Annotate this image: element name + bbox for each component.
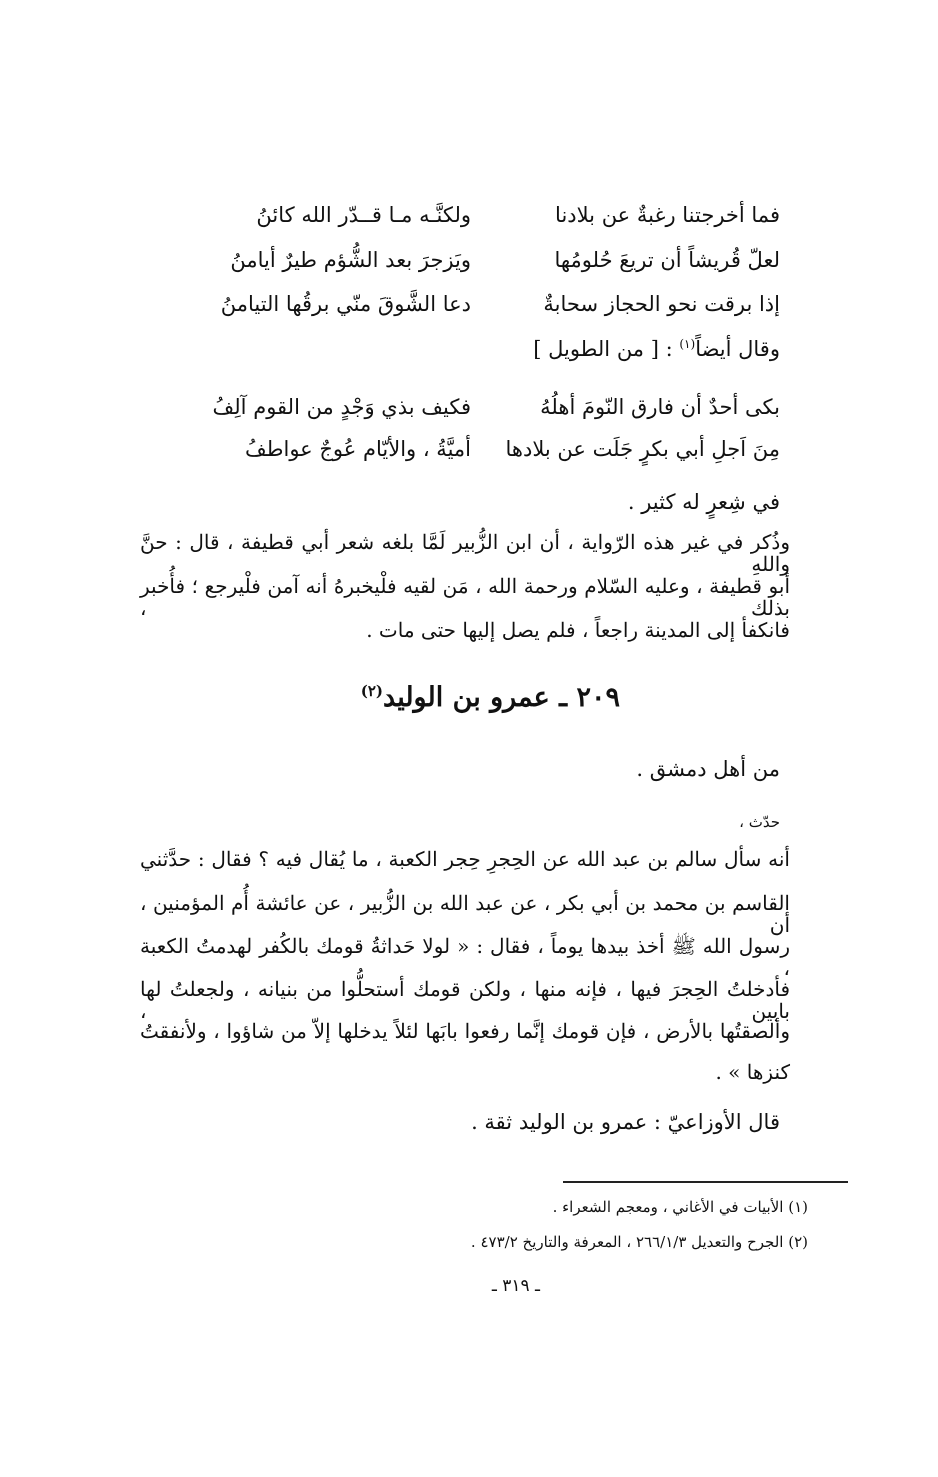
- hadith-line1: أنه سأل سالم بن عبد الله عن الحِجرِ حِجر الكعبة ، ما يُقال فيه ؟ فقال : حدَّثني: [140, 847, 790, 871]
- footnote-2: (٢) الجرح والتعديل ٢٦٦/١/٣ ، المعرفة والتاريخ ٤٧٣/٢ .: [470, 1233, 808, 1251]
- hadith-line5: وألصقتُها بالأرض ، فإن قومك إنَّما رفعوا بابَها لئلاً يدخلها إلاّ من شاؤوا ، ولأنفقتُ: [140, 1019, 790, 1043]
- poem1-line1-right: فما أخرجتنا رغبةٌ عن بلادنا: [555, 203, 780, 227]
- poem1-line2-right: لعلّ قُريشاً أن تريعَ حُلومُها: [554, 248, 780, 272]
- closing-line: قال الأوزاعيّ : عمرو بن الوليد ثقة .: [471, 1110, 780, 1134]
- poem2-line2-right: مِنَ اَجلِ أبي بكرٍ جَلَت عن بلادها: [505, 437, 780, 461]
- page-number: ـ ٣١٩ ـ: [491, 1276, 540, 1296]
- para1-line2: وذُكر في غير هذه الرّواية ، أن ابن الزُّبير لَمَّا بلغه شعر أبي قطيفة ، قال : حنَّ واللهِ: [140, 530, 791, 576]
- narration-intro: حدّث ،: [739, 813, 780, 831]
- para1-line3: أبو قطيفة ، وعليه السّلام ورحمة الله ، مَن لقيه فلْيخبرهُ أنه آمن فلْيرجع ؛ فأُخبر بذلك ،: [140, 574, 790, 620]
- hadith-line3: رسول الله ﷺ أخذ بيدها يوماً ، فقال : « لولا حَداثةُ قومك بالكُفر لهدمتُ الكعبة ،: [140, 934, 790, 980]
- poem1-line3-right: إذا برقت نحو الحجاز سحابةٌ: [543, 292, 780, 316]
- footnote-1: (١) الأبيات في الأغاني ، ومعجم الشعراء .: [552, 1198, 808, 1216]
- poem2-line1-right: بكى أحدٌ أن فارق النّومَ أهلُهُ: [540, 395, 780, 419]
- poem1-line1-left: ولكنَّـه مـا قــدّر الله كائنُ: [256, 203, 471, 227]
- poem2-meter: : [ من الطويل ]: [533, 337, 673, 361]
- origin-line: من أهل دمشق .: [636, 757, 780, 781]
- poem2-intro: [533, 337, 780, 361]
- section-heading: [361, 682, 620, 713]
- footnote-marker-2: (٢): [360, 682, 384, 700]
- hadith-line6: كنزها » .: [715, 1060, 790, 1084]
- poem1-line3-left: دعا الشَّوقَ منّي برقُها التيامنُ: [220, 292, 471, 316]
- para1-line4: فانكفأ إلى المدينة راجعاً ، فلم يصل إليها حتى مات .: [366, 618, 790, 642]
- footnote-marker-1: (١): [679, 337, 696, 351]
- footnote-divider: [563, 1181, 848, 1183]
- poem2-line2-left: أميَّةُ ، والأيّام عُوجٌ عواطفُ: [245, 437, 471, 461]
- poem2-line1-left: فكيف بذي وَجْدٍ من القوم آلِفُ: [212, 395, 471, 419]
- poem2-intro-text: وقال أيضاً: [695, 337, 780, 361]
- poem1-line2-left: ويَزجرَ بعد الشُّؤم طيرٌ أيامنُ: [230, 248, 471, 272]
- section-heading-text: ٢٠٩ ـ عمرو بن الوليد: [383, 682, 620, 713]
- hadith-line2: القاسم بن محمد بن أبي بكر ، عن عبد الله بن الزُّبير ، عن عائشة أُم المؤمنين ، أن: [140, 891, 790, 937]
- hadith-line4: فأدخلتُ الحِجرَ فيها ، فإنه منها ، ولكن قومك أستحلُّوا من بنيانه ، ولجعلتُ لها بابين ،: [140, 977, 790, 1023]
- para1-line1: في شِعرٍ له كثير .: [627, 490, 780, 514]
